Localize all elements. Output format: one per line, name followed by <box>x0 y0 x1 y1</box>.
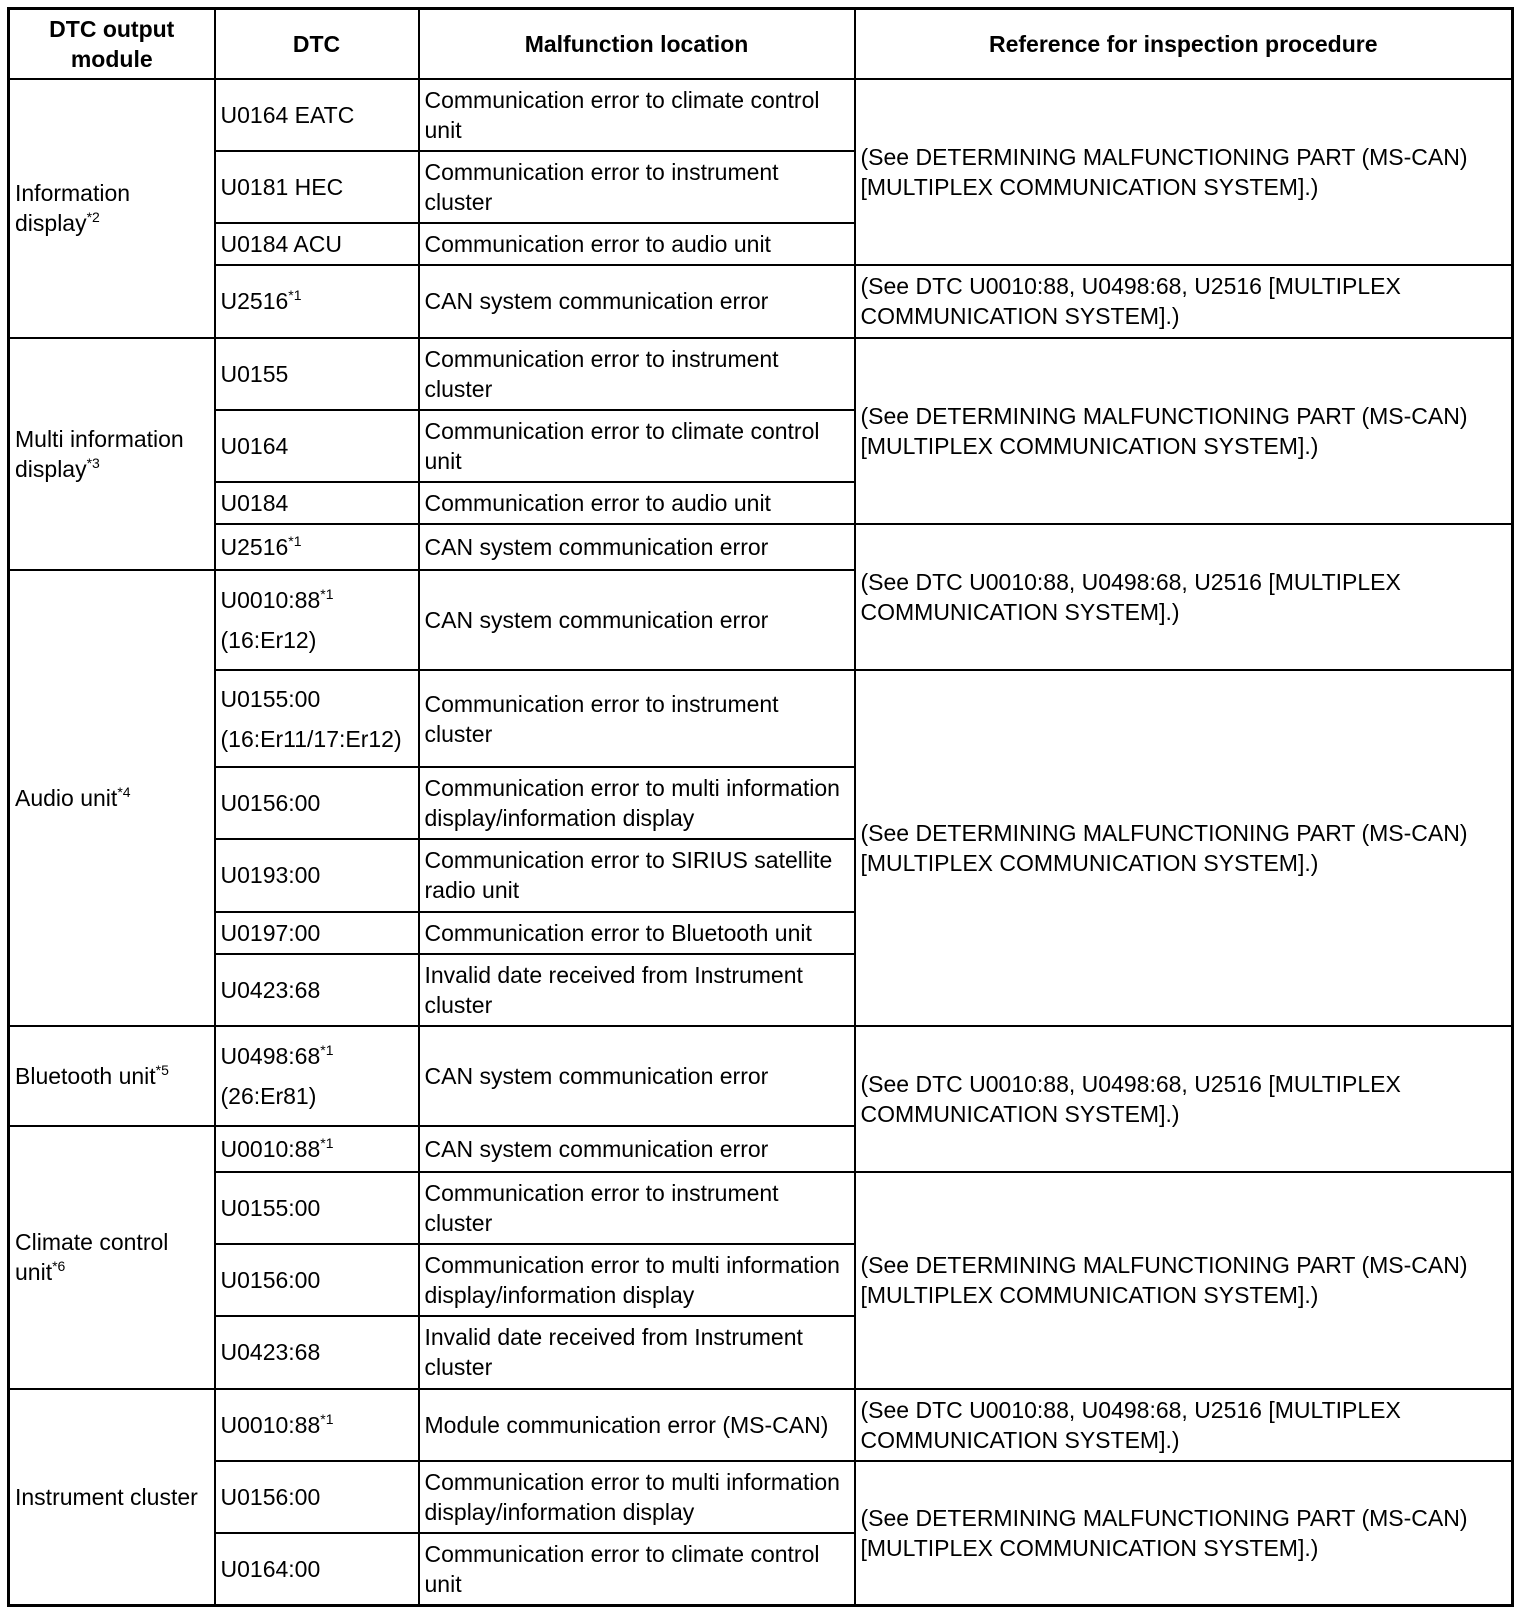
dtc-cell: U0010:88$^{*1}$ <box>215 1389 419 1461</box>
dtc-cell: U0184 ACU <box>215 223 419 265</box>
table-row <box>9 670 1513 767</box>
module-cell: Bluetooth unit$^{*5}$ <box>9 1026 215 1126</box>
dtc-cell: U0498:68$^{*1}$ (26:Er81) <box>215 1026 419 1126</box>
dtc-cell: U0155:00 <box>215 1172 419 1244</box>
reference-cell: (See DETERMINING MALFUNCTIONING PART (MS-CAN) [MULTIPLEX COMMUNICATION SYSTEM].) <box>855 1461 1513 1606</box>
dtc-cell: U0156:00 <box>215 1244 419 1316</box>
location-cell: Communication error to instrument cluster <box>419 1172 855 1244</box>
location-cell: Communication error to multi information display/information display <box>419 1461 855 1533</box>
table-row <box>9 265 1513 337</box>
dtc-cell: U0423:68 <box>215 954 419 1026</box>
location-cell: Communication error to multi information display/information display <box>419 767 855 839</box>
location-cell: Communication error to instrument cluster <box>419 670 855 767</box>
table-row <box>9 1172 1513 1244</box>
location-cell: Communication error to climate control unit <box>419 410 855 482</box>
location-cell: Communication error to instrument cluster <box>419 338 855 410</box>
location-cell: CAN system communication error <box>419 1126 855 1171</box>
module-cell: Audio unit$^{*4}$ <box>9 570 215 1026</box>
location-cell: CAN system communication error <box>419 570 855 670</box>
dtc-table <box>7 7 1514 1607</box>
dtc-cell: U0181 HEC <box>215 151 419 223</box>
table-row <box>9 338 1513 410</box>
reference-cell: (See DTC U0010:88, U0498:68, U2516 [MULTIPLEX COMMUNICATION SYSTEM].) <box>855 265 1513 337</box>
location-cell: Communication error to climate control unit <box>419 79 855 151</box>
reference-cell: (See DTC U0010:88, U0498:68, U2516 [MULTIPLEX COMMUNICATION SYSTEM].) <box>855 524 1513 670</box>
reference-cell: (See DETERMINING MALFUNCTIONING PART (MS-CAN) [MULTIPLEX COMMUNICATION SYSTEM].) <box>855 79 1513 266</box>
location-cell: Communication error to SIRIUS satellite radio unit <box>419 839 855 911</box>
header-location: Malfunction location <box>419 9 855 79</box>
module-cell: Climate control unit$^{*6}$ <box>9 1126 215 1388</box>
dtc-cell: U0184 <box>215 482 419 524</box>
reference-cell: (See DETERMINING MALFUNCTIONING PART (MS-CAN) [MULTIPLEX COMMUNICATION SYSTEM].) <box>855 1172 1513 1389</box>
table-row <box>9 1461 1513 1533</box>
dtc-cell: U0155 <box>215 338 419 410</box>
location-cell: CAN system communication error <box>419 1026 855 1126</box>
dtc-cell: U0010:88$^{*1}$ <box>215 1126 419 1171</box>
dtc-cell: U0423:68 <box>215 1316 419 1388</box>
location-cell: Invalid date received from Instrument cluster <box>419 1316 855 1388</box>
location-cell: Invalid date received from Instrument cluster <box>419 954 855 1026</box>
header-reference: Reference for inspection procedure <box>855 9 1513 79</box>
location-cell: Communication error to instrument cluster <box>419 151 855 223</box>
table-row <box>9 79 1513 151</box>
reference-cell: (See DTC U0010:88, U0498:68, U2516 [MULTIPLEX COMMUNICATION SYSTEM].) <box>855 1389 1513 1461</box>
location-cell: Communication error to multi information display/information display <box>419 1244 855 1316</box>
location-cell: Communication error to audio unit <box>419 223 855 265</box>
location-cell: Communication error to climate control unit <box>419 1533 855 1605</box>
header-module: DTC output module <box>9 9 215 79</box>
table-row <box>9 1026 1513 1126</box>
reference-cell: (See DETERMINING MALFUNCTIONING PART (MS-CAN) [MULTIPLEX COMMUNICATION SYSTEM].) <box>855 670 1513 1026</box>
location-cell: Communication error to audio unit <box>419 482 855 524</box>
module-cell: Multi information display$^{*3}$ <box>9 338 215 570</box>
module-cell: Instrument cluster <box>9 1389 215 1606</box>
module-cell: Information display$^{*2}$ <box>9 79 215 338</box>
location-cell: CAN system communication error <box>419 524 855 569</box>
dtc-cell: U2516$^{*1}$ <box>215 265 419 337</box>
dtc-cell: U2516$^{*1}$ <box>215 524 419 569</box>
dtc-cell: U0197:00 <box>215 912 419 954</box>
dtc-cell: U0164:00 <box>215 1533 419 1605</box>
location-cell: CAN system communication error <box>419 265 855 337</box>
location-cell: Communication error to Bluetooth unit <box>419 912 855 954</box>
header-dtc: DTC <box>215 9 419 79</box>
dtc-cell: U0156:00 <box>215 767 419 839</box>
dtc-cell: U0155:00 (16:Er11/17:Er12) <box>215 670 419 767</box>
dtc-cell: U0010:88$^{*1}$ (16:Er12) <box>215 570 419 670</box>
reference-cell: (See DETERMINING MALFUNCTIONING PART (MS-CAN) [MULTIPLEX COMMUNICATION SYSTEM].) <box>855 338 1513 525</box>
reference-cell: (See DTC U0010:88, U0498:68, U2516 [MULTIPLEX COMMUNICATION SYSTEM].) <box>855 1026 1513 1172</box>
table-row <box>9 1389 1513 1461</box>
header-row <box>9 9 1513 79</box>
dtc-cell: U0156:00 <box>215 1461 419 1533</box>
location-cell: Module communication error (MS-CAN) <box>419 1389 855 1461</box>
table-row <box>9 524 1513 569</box>
dtc-cell: U0164 EATC <box>215 79 419 151</box>
dtc-cell: U0193:00 <box>215 839 419 911</box>
dtc-cell: U0164 <box>215 410 419 482</box>
